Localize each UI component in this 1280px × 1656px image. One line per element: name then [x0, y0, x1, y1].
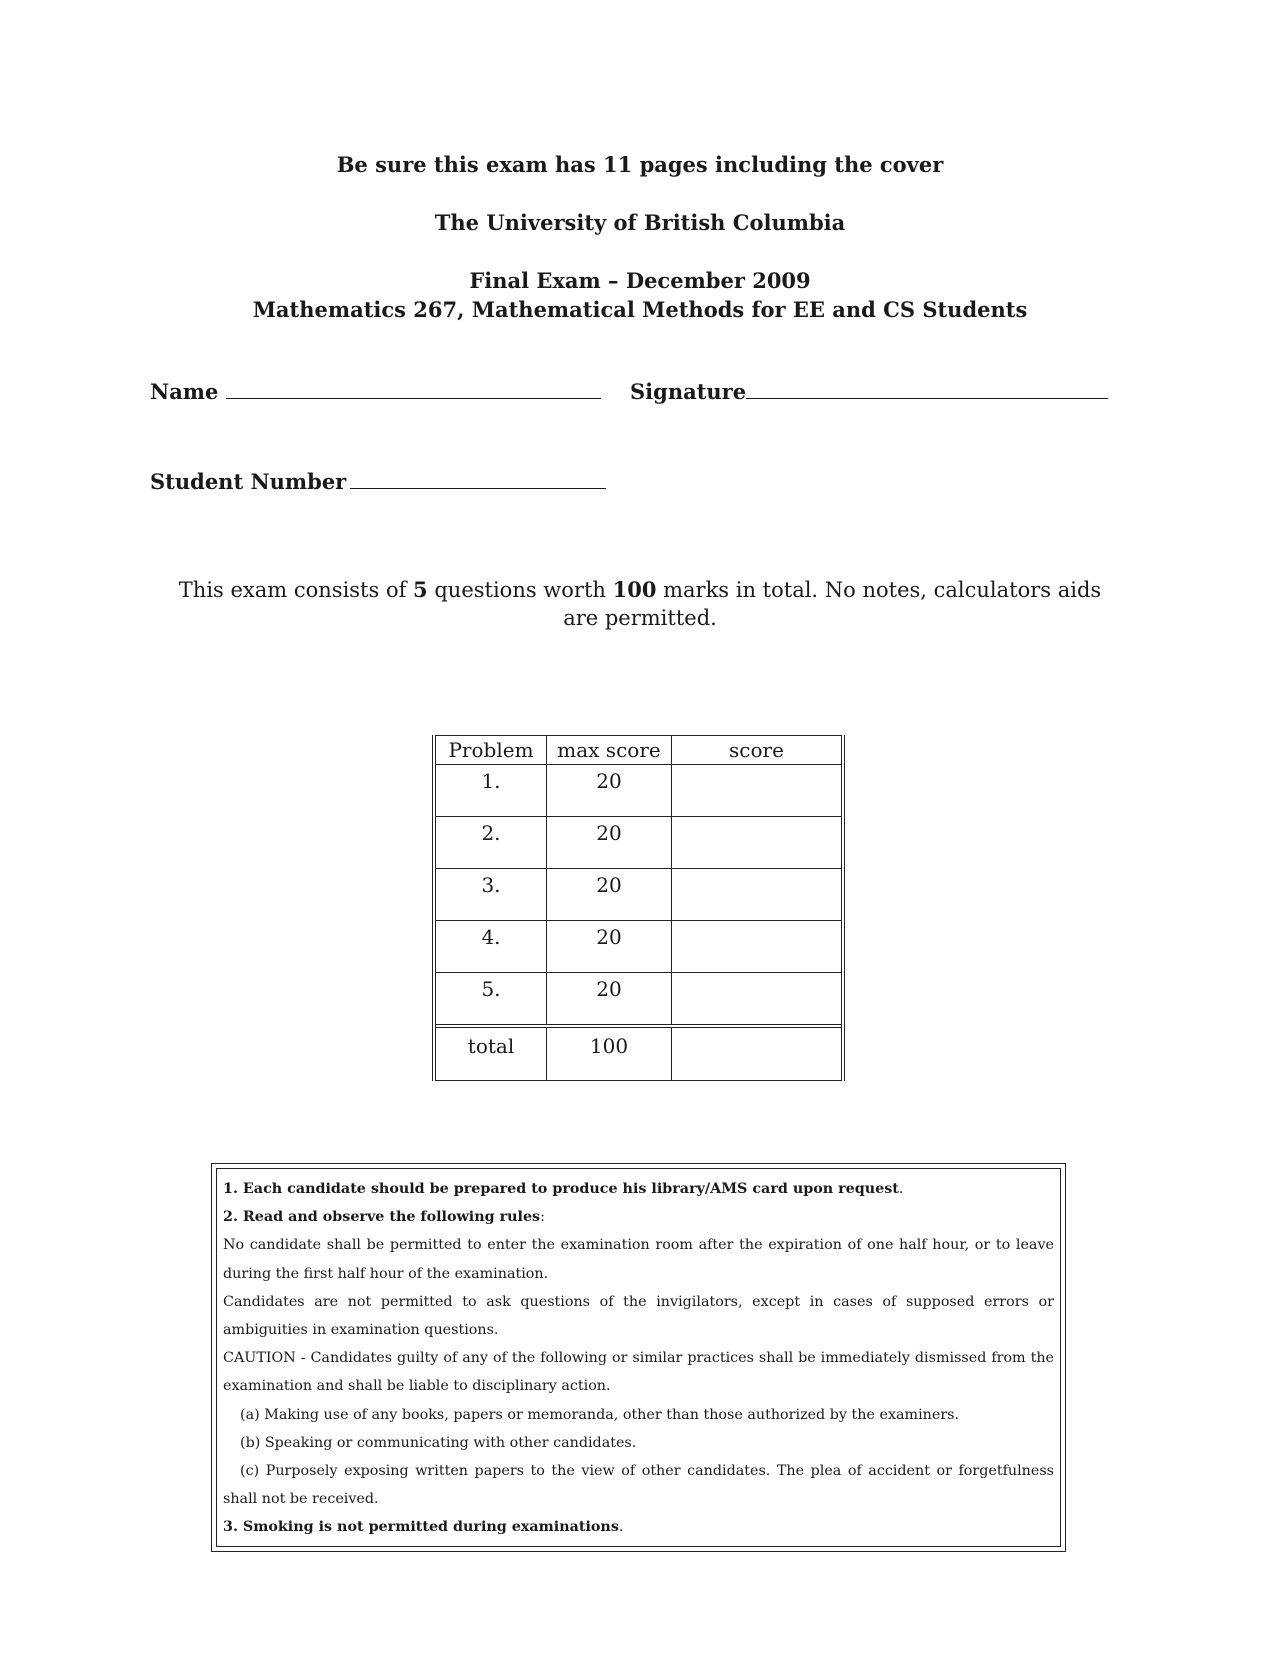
problem-number: 1.	[434, 765, 547, 817]
header-problem: Problem	[434, 736, 547, 765]
entry-rule: No candidate shall be permitted to enter the examination room after the expiration of one half hour, or to leave during the first half hour of the examination.	[223, 1237, 1054, 1282]
caution-item-b: (b) Speaking or communicating with other candidates.	[240, 1434, 637, 1451]
score-cell[interactable]	[672, 921, 844, 973]
total-score-cell[interactable]	[672, 1026, 844, 1081]
max-score: 20	[547, 765, 672, 817]
exam-title: Final Exam – December 2009	[469, 268, 811, 293]
max-score: 20	[547, 869, 672, 921]
problem-number: 4.	[434, 921, 547, 973]
intro-text-3: marks in total. No notes, calculators aids are permitted.	[563, 578, 1102, 630]
question-count: 5	[413, 577, 428, 602]
table-row	[434, 921, 843, 973]
name-field[interactable]	[226, 398, 601, 399]
max-score: 20	[547, 817, 672, 869]
signature-field[interactable]	[746, 398, 1108, 399]
university-name: The University of British Columbia	[434, 210, 846, 235]
score-cell[interactable]	[672, 765, 844, 817]
total-label: total	[434, 1026, 547, 1081]
rule-2: 2. Read and observe the following rules	[223, 1209, 541, 1226]
intro-text-1: This exam consists of	[178, 578, 414, 602]
max-score: 20	[547, 973, 672, 1027]
name-label: Name	[150, 379, 219, 404]
table-row	[434, 765, 843, 817]
table-row	[434, 817, 843, 869]
table-row	[434, 973, 843, 1027]
total-marks: 100	[612, 577, 657, 602]
max-score: 20	[547, 921, 672, 973]
exam-rules-box: 1. Each candidate should be prepared to produce his library/AMS card upon request. 2. Read and observe the following rules: No candidate shall be permitted to enter the examination room after the expiration of one half hour, or to leave during the first half hour of the examination. Candidates are not permitted to ask questions of the invigilators, except in cases of supposed errors or ambiguities in examination questions. CAUTION - Candidates guilty of any of the following or similar practices shall be immediately dismissed from the examination and shall be liable to disciplinary action. (a) Making use of any books, papers or memoranda, other than those authorized by the examiners. (b) Speaking or communicating with other candidates. (c) Purposely exposing written papers to the view of other candidates. The plea of accident or forgetfulness shall not be received. 3. Smoking is not permitted during examinations.	[211, 1163, 1066, 1552]
score-table	[432, 735, 845, 1081]
header-max-score: max score	[547, 736, 672, 765]
rule-3: 3. Smoking is not permitted during examinations	[223, 1519, 619, 1536]
student-number-field[interactable]	[350, 488, 606, 489]
table-row	[434, 869, 843, 921]
problem-number: 3.	[434, 869, 547, 921]
caution-item-a: (a) Making use of any books, papers or memoranda, other than those authorized by the examiners.	[240, 1406, 960, 1423]
table-header-row	[434, 736, 843, 765]
caution-text: CAUTION - Candidates guilty of any of the following or similar practices shall be immediately dismissed from the examination and shall be liable to disciplinary action.	[223, 1350, 1054, 1395]
problem-number: 5.	[434, 973, 547, 1027]
total-max-score: 100	[547, 1026, 672, 1081]
exam-instructions	[170, 576, 1110, 632]
score-cell[interactable]	[672, 973, 844, 1027]
signature-label: Signature	[630, 379, 747, 404]
pages-note: Be sure this exam has 11 pages including the cover	[336, 152, 944, 177]
score-cell[interactable]	[672, 869, 844, 921]
header-score: score	[672, 736, 844, 765]
questions-rule: Candidates are not permitted to ask questions of the invigilators, except in cases of supposed errors or ambiguities in examination questions.	[223, 1293, 1054, 1339]
problem-number: 2.	[434, 817, 547, 869]
course-title: Mathematics 267, Mathematical Methods for EE and CS Students	[252, 297, 1028, 322]
caution-item-c: (c) Purposely exposing written papers to the view of other candidates. The plea of accident or forgetfulness shall not be received.	[223, 1463, 1054, 1508]
student-number-label: Student Number	[150, 469, 347, 494]
total-row	[434, 1026, 843, 1081]
score-cell[interactable]	[672, 817, 844, 869]
rule-1: 1. Each candidate should be prepared to produce his library/AMS card upon request	[223, 1181, 899, 1197]
intro-text-2: questions worth	[427, 578, 613, 602]
